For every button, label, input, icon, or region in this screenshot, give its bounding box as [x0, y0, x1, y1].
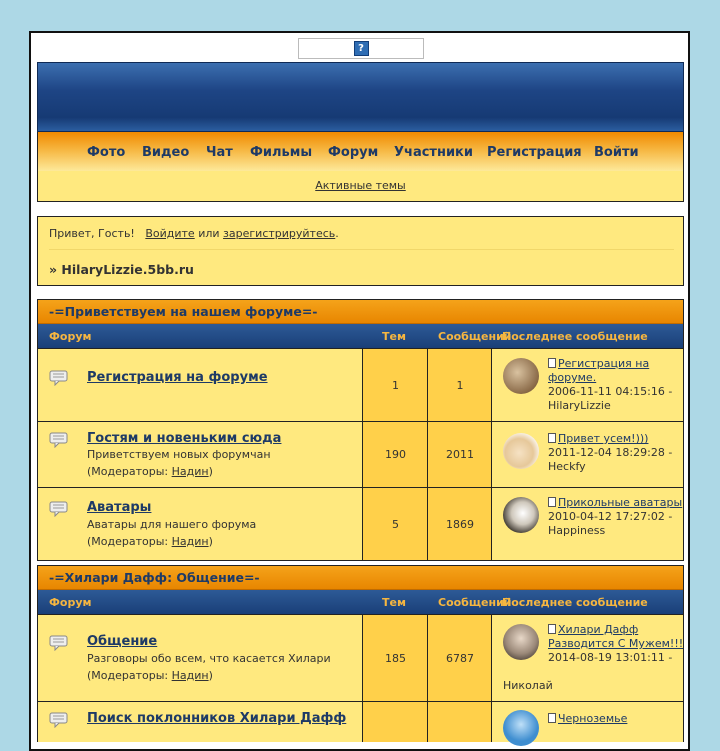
category-hilary-chat — [37, 565, 684, 742]
moderators-label: (Модераторы: — [87, 535, 172, 548]
forum-row — [38, 701, 683, 742]
forum-description — [87, 446, 271, 480]
avatar[interactable] — [503, 358, 539, 394]
main-nav — [37, 132, 684, 171]
nav-register[interactable]: Регистрация — [487, 145, 582, 160]
register-link[interactable]: зарегистрируйтесь — [223, 227, 336, 240]
last-post-link[interactable]: Прикольные аватары — [558, 496, 683, 509]
last-post-info — [548, 357, 698, 413]
last-post-date: 2014-08-19 13:01:11 - — [548, 651, 673, 664]
nav-members[interactable]: Участники — [394, 145, 473, 160]
avatar[interactable] — [503, 624, 539, 660]
header-banner — [37, 62, 684, 132]
forum-icon — [49, 501, 69, 517]
forum-desc-text: Аватары для нашего форума — [87, 518, 257, 531]
last-post-link[interactable]: Черноземье — [558, 712, 628, 725]
last-post-info — [548, 432, 698, 474]
col-forum: Форум — [49, 596, 92, 609]
nav-forum[interactable]: Форум — [328, 145, 379, 160]
document-icon — [548, 713, 556, 723]
topic-count: 5 — [362, 488, 428, 560]
help-box[interactable] — [298, 38, 424, 59]
forum-description — [87, 650, 331, 684]
last-post-date: 2010-04-12 17:27:02 - — [548, 510, 673, 523]
post-count — [427, 702, 492, 742]
col-topics: Тем — [382, 596, 406, 609]
moderators-close: ) — [208, 535, 213, 548]
period-text: . — [335, 227, 339, 240]
nav-films[interactable]: Фильмы — [250, 145, 313, 160]
forum-title[interactable]: Гостям и новеньким сюда — [87, 431, 282, 446]
moderators-label: (Модераторы: — [87, 669, 172, 682]
post-count: 1 — [427, 349, 492, 421]
avatar[interactable] — [503, 497, 539, 533]
document-icon — [548, 358, 556, 368]
active-topics-link[interactable]: Активные темы — [315, 179, 406, 192]
col-posts: Сообщений — [438, 330, 512, 343]
last-post-date: 2011-12-04 18:29:28 - — [548, 446, 673, 459]
nav-login[interactable]: Войти — [594, 145, 639, 160]
last-post — [491, 702, 683, 742]
post-count: 1869 — [427, 488, 492, 560]
forum-row — [38, 421, 683, 487]
moderators-close: ) — [208, 465, 213, 478]
last-post-user: Николай — [503, 679, 553, 692]
subnav — [37, 171, 684, 202]
avatar[interactable] — [503, 710, 539, 746]
greeting-text: Привет, Гость! — [49, 227, 135, 240]
last-post-user: Happiness — [548, 524, 606, 537]
moderator-link[interactable]: Надин — [171, 465, 209, 478]
forum-title[interactable]: Поиск поклонников Хилари Дафф — [87, 711, 347, 726]
col-last: Последнее сообщение — [502, 596, 648, 609]
column-header — [38, 324, 683, 348]
col-forum: Форум — [49, 330, 92, 343]
topic-count: 185 — [362, 615, 428, 701]
forum-title[interactable]: Регистрация на форуме — [87, 370, 268, 385]
avatar[interactable] — [503, 433, 539, 469]
welcome-box — [37, 216, 684, 286]
forum-title[interactable]: Аватары — [87, 500, 152, 515]
login-link[interactable]: Войдите — [145, 227, 195, 240]
forum-desc-text: Приветствуем новых форумчан — [87, 448, 271, 461]
forum-icon — [49, 370, 69, 386]
last-post — [491, 488, 683, 560]
topic-count — [362, 702, 428, 742]
forum-icon — [49, 432, 69, 448]
moderators-label: (Модераторы: — [87, 465, 172, 478]
document-icon — [548, 433, 556, 443]
site-crumb: » HilaryLizzie.5bb.ru — [49, 262, 194, 277]
topic-count: 190 — [362, 422, 428, 487]
last-post — [491, 615, 683, 701]
last-post-user: HilaryLizzie — [548, 399, 611, 412]
nav-photo[interactable]: Фото — [87, 145, 126, 160]
category-title: -=Хилари Дафф: Общение=- — [38, 566, 683, 590]
forum-row — [38, 614, 683, 701]
moderator-link[interactable]: Надин — [171, 535, 209, 548]
category-welcome — [37, 299, 684, 561]
post-count: 2011 — [427, 422, 492, 487]
category-title: -=Приветствуем на нашем форуме=- — [38, 300, 683, 324]
last-post — [491, 422, 683, 487]
moderator-link[interactable]: Надин — [171, 669, 209, 682]
question-icon[interactable]: ? — [354, 41, 369, 56]
forum-title[interactable]: Общение — [87, 634, 158, 649]
last-post-link[interactable]: Регистрация на форуме. — [548, 357, 650, 384]
last-post-link[interactable]: Привет усем!))) — [558, 432, 649, 445]
forum-icon — [49, 635, 69, 651]
page-frame — [29, 31, 690, 751]
nav-chat[interactable]: Чат — [206, 145, 233, 160]
forum-icon — [49, 712, 69, 728]
last-post-info — [548, 496, 698, 538]
moderators-close: ) — [208, 669, 213, 682]
divider — [49, 249, 674, 250]
forum-row — [38, 487, 683, 560]
column-header — [38, 590, 683, 614]
forum-desc-text: Разговоры обо всем, что касается Хилари — [87, 652, 331, 665]
last-post-info — [548, 623, 698, 665]
last-post-info — [548, 712, 698, 726]
document-icon — [548, 497, 556, 507]
forum-row — [38, 348, 683, 421]
or-text: или — [198, 227, 220, 240]
col-posts: Сообщений — [438, 596, 512, 609]
post-count: 6787 — [427, 615, 492, 701]
document-icon — [548, 624, 556, 634]
col-last: Последнее сообщение — [502, 330, 648, 343]
last-post-date: 2006-11-11 04:15:16 - — [548, 385, 673, 398]
forum-description — [87, 516, 256, 550]
col-topics: Тем — [382, 330, 406, 343]
topic-count: 1 — [362, 349, 428, 421]
last-post — [491, 349, 683, 421]
nav-video[interactable]: Видео — [142, 145, 190, 160]
last-post-user: Heckfy — [548, 460, 586, 473]
welcome-line — [49, 227, 339, 240]
last-post-link[interactable]: Хилари Дафф Разводится С Мужем!!! — [548, 623, 684, 650]
